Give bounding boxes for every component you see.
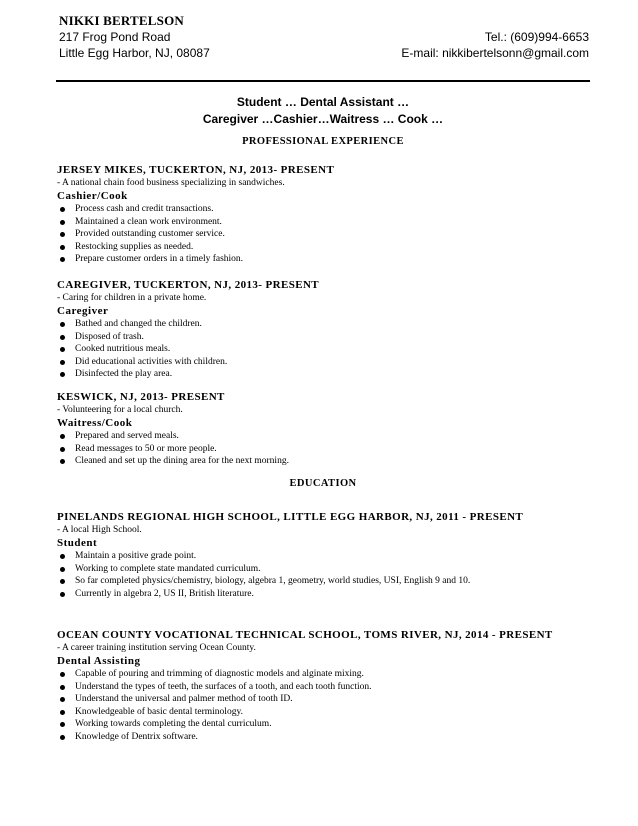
education-entry xyxy=(57,510,597,600)
list-item xyxy=(57,588,597,601)
list-item xyxy=(57,550,597,563)
bullet-text: Maintain a positive grade point. xyxy=(75,551,197,561)
bullet-icon xyxy=(60,207,65,212)
bullet-icon xyxy=(60,459,65,464)
bullet-icon xyxy=(60,434,65,439)
bullet-text: Disposed of trash. xyxy=(75,331,144,342)
list-item xyxy=(57,318,597,331)
bullet-icon xyxy=(60,697,65,702)
list-item xyxy=(57,706,597,719)
bullet-icon xyxy=(60,245,65,250)
job-entry xyxy=(57,163,597,266)
bullet-text: Prepared and served meals. xyxy=(75,431,179,441)
job-description: - Volunteering for a local church. xyxy=(57,405,183,415)
school-description: - A local High School. xyxy=(57,525,142,535)
bullet-text: Did educational activities with children. xyxy=(75,356,228,367)
program-role: Student xyxy=(57,537,98,549)
list-item xyxy=(57,343,597,356)
bullet-icon xyxy=(60,372,65,377)
bullet-text: Currently in algebra 2, US II, British literature. xyxy=(75,588,254,599)
bullet-text: Working towards completing the dental curriculum. xyxy=(75,719,272,729)
list-item xyxy=(57,455,597,468)
bullet-icon xyxy=(60,335,65,340)
list-item xyxy=(57,718,597,731)
bullet-text: Understand the types of teeth, the surfaces of a tooth, and each tooth function. xyxy=(75,681,372,692)
bullet-text: Capable of pouring and trimming of diagnostic models and alginate mixing. xyxy=(75,669,364,679)
objective-titles xyxy=(56,94,590,128)
bullet-icon xyxy=(60,722,65,727)
bullet-text: Read messages to 50 or more people. xyxy=(75,443,217,454)
phone-number: Tel.: (609)994-6653 xyxy=(484,30,589,44)
list-item xyxy=(57,228,597,241)
education-heading: EDUCATION xyxy=(289,478,357,489)
school-details xyxy=(57,668,597,743)
bullet-text: Maintained a clean work environment. xyxy=(75,216,222,227)
bullet-text: Restocking supplies as needed. xyxy=(75,241,194,252)
bullet-text: Working to complete state mandated curriculum. xyxy=(75,563,261,574)
bullet-icon xyxy=(60,567,65,572)
contact-row-1 xyxy=(59,29,589,45)
list-item xyxy=(57,681,597,694)
list-item xyxy=(57,203,597,216)
bullet-text: Knowledgeable of basic dental terminology. xyxy=(75,706,243,717)
bullet-icon xyxy=(60,554,65,559)
experience-heading: PROFESSIONAL EXPERIENCE xyxy=(242,136,404,147)
school-description: - A career training institution serving Ocean County. xyxy=(57,643,256,653)
bullet-text: Knowledge of Dentrix software. xyxy=(75,731,198,742)
bullet-text: Prepare customer orders in a timely fashion. xyxy=(75,254,244,264)
job-description: - A national chain food business specializing in sandwiches. xyxy=(57,178,285,188)
program-role: Dental Assisting xyxy=(57,655,141,667)
bullet-text: Provided outstanding customer service. xyxy=(75,229,225,239)
bullet-text: Disinfected the play area. xyxy=(75,369,173,379)
bullet-text: Bathed and changed the children. xyxy=(75,319,202,329)
list-item xyxy=(57,443,597,456)
job-duties xyxy=(57,318,597,381)
job-role: Waitress/Cook xyxy=(57,417,133,429)
list-item xyxy=(57,668,597,681)
job-entry xyxy=(57,278,597,381)
bullet-text: Understand the universal and palmer method of tooth ID. xyxy=(75,694,293,704)
list-item xyxy=(57,331,597,344)
bullet-text: Process cash and credit transactions. xyxy=(75,204,214,214)
bullet-icon xyxy=(60,220,65,225)
list-item xyxy=(57,368,597,381)
bullet-icon xyxy=(60,672,65,677)
contact-header xyxy=(59,13,589,61)
job-title: JERSEY MIKES, TUCKERTON, NJ, 2013- PRESENT xyxy=(57,164,335,176)
bullet-icon xyxy=(60,322,65,327)
job-role: Caregiver xyxy=(57,305,109,317)
bullet-text: Cooked nutritious meals. xyxy=(75,344,171,354)
education-entry xyxy=(57,628,597,743)
bullet-icon xyxy=(60,447,65,452)
list-item xyxy=(57,356,597,369)
job-title: CAREGIVER, TUCKERTON, NJ, 2013- PRESENT xyxy=(57,279,320,291)
contact-row-2 xyxy=(59,45,589,61)
job-duties xyxy=(57,203,597,266)
job-role: Cashier/Cook xyxy=(57,190,128,202)
school-title: OCEAN COUNTY VOCATIONAL TECHNICAL SCHOOL, TOMS RIVER, NJ, 2014 - PRESENT xyxy=(57,629,553,641)
school-details xyxy=(57,550,597,600)
bullet-icon xyxy=(60,579,65,584)
email-address: E-mail: nikkibertelsonn@gmail.com xyxy=(401,46,589,60)
list-item xyxy=(57,430,597,443)
list-item xyxy=(57,563,597,576)
bullet-icon xyxy=(60,257,65,262)
list-item xyxy=(57,575,597,588)
list-item xyxy=(57,241,597,254)
job-title: KESWICK, NJ, 2013- PRESENT xyxy=(57,391,225,403)
job-entry xyxy=(57,390,597,468)
bullet-icon xyxy=(60,592,65,597)
bullet-text: Cleaned and set up the dining area for the next morning. xyxy=(75,456,289,466)
objective-line-2: Caregiver …Cashier…Waitress … Cook … xyxy=(202,112,444,126)
list-item xyxy=(57,731,597,744)
bullet-icon xyxy=(60,685,65,690)
bullet-icon xyxy=(60,360,65,365)
bullet-text: So far completed physics/chemistry, biology, algebra 1, geometry, world studies, USI, English 9 and 10. xyxy=(75,576,471,586)
bullet-icon xyxy=(60,710,65,715)
applicant-name: NIKKI BERTELSON xyxy=(59,13,184,28)
list-item xyxy=(57,253,597,266)
list-item xyxy=(57,216,597,229)
school-title: PINELANDS REGIONAL HIGH SCHOOL, LITTLE EGG HARBOR, NJ, 2011 - PRESENT xyxy=(57,511,524,523)
header-divider xyxy=(56,80,590,82)
job-duties xyxy=(57,430,597,468)
objective-line-1: Student … Dental Assistant … xyxy=(236,95,410,109)
bullet-icon xyxy=(60,735,65,740)
bullet-icon xyxy=(60,347,65,352)
address-line-2: Little Egg Harbor, NJ, 08087 xyxy=(59,46,210,60)
list-item xyxy=(57,693,597,706)
job-description: - Caring for children in a private home. xyxy=(57,293,207,303)
address-line-1: 217 Frog Pond Road xyxy=(59,30,171,44)
bullet-icon xyxy=(60,232,65,237)
